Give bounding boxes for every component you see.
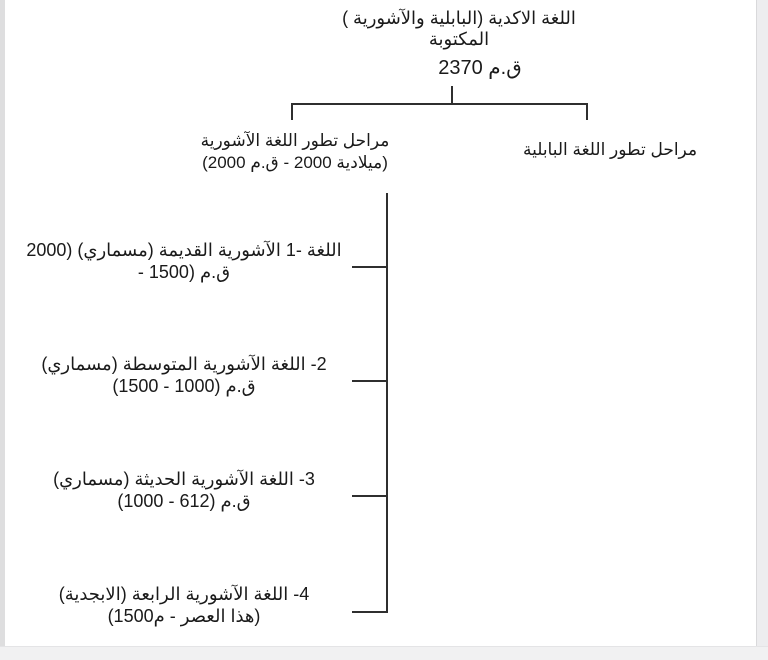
babylonian-branch-tick <box>586 103 588 120</box>
stage-3-line1: (مسماري)‎ ‎الحديثة‎ ‎الآشورية‎ ‎اللغة‎ ‎-3 <box>53 469 315 489</box>
root-title <box>300 8 618 50</box>
babylonian-branch-label: مراحل تطور اللغة البابلية <box>522 140 698 159</box>
assyrian-branch-title: مراحل تطور اللغة الآشورية <box>200 131 390 150</box>
stage-3-label <box>20 468 348 512</box>
page-edge-left <box>0 0 5 660</box>
assyrian-branch-period: (2000‎ ‎ق.م‎ - 2000‎ ‎ميلادية‎) <box>202 153 388 172</box>
page-edge-bottom <box>0 646 768 660</box>
stage-1-line2: - 1500)‎ ‎ق.م <box>137 262 231 282</box>
stage-3-line2: (1000 - 612)‎ ‎ق.م <box>117 491 251 511</box>
root-stem-line <box>451 86 453 104</box>
stage-1-line1: 2000)‎ ‎(مسماري)‎ ‎القديمة‎ ‎الآشورية‎ ‎1- اللغة <box>26 240 342 260</box>
stage-2-connector <box>352 380 386 382</box>
root-title-line2: المكتوبة <box>428 29 490 49</box>
assyrian-branch-label <box>185 130 405 174</box>
stage-1-label <box>20 239 348 283</box>
stage-2-label <box>20 353 348 397</box>
branch-horizontal-line <box>291 103 588 105</box>
stage-3-connector <box>352 495 386 497</box>
stage-4-label <box>20 583 348 627</box>
stage-4-line1: (الابجدية)‎ ‎الرابعة‎ ‎الآشورية‎ ‎اللغة‎ ‎-4 <box>58 584 310 604</box>
root-title-line1: اللغة الاكدية (البابلية والآشورية ) <box>342 8 576 28</box>
stage-4-connector <box>352 611 386 613</box>
stage-1-connector <box>352 266 386 268</box>
stage-2-line1: (مسماري)‎ ‎المتوسطة‎ ‎الآشورية‎ ‎اللغة‎ ‎-2 <box>41 354 327 374</box>
stage-4-line2: (1500م‎ - ‎هذا العصر‎) <box>107 606 261 626</box>
stage-2-line2: (1500 - 1000)‎ ‎ق.م <box>112 376 256 396</box>
page-edge-right <box>756 0 768 660</box>
stages-spine-line <box>386 193 388 613</box>
assyrian-branch-tick <box>291 103 293 120</box>
root-date: 2370‎ ‎ق.م <box>438 57 522 79</box>
